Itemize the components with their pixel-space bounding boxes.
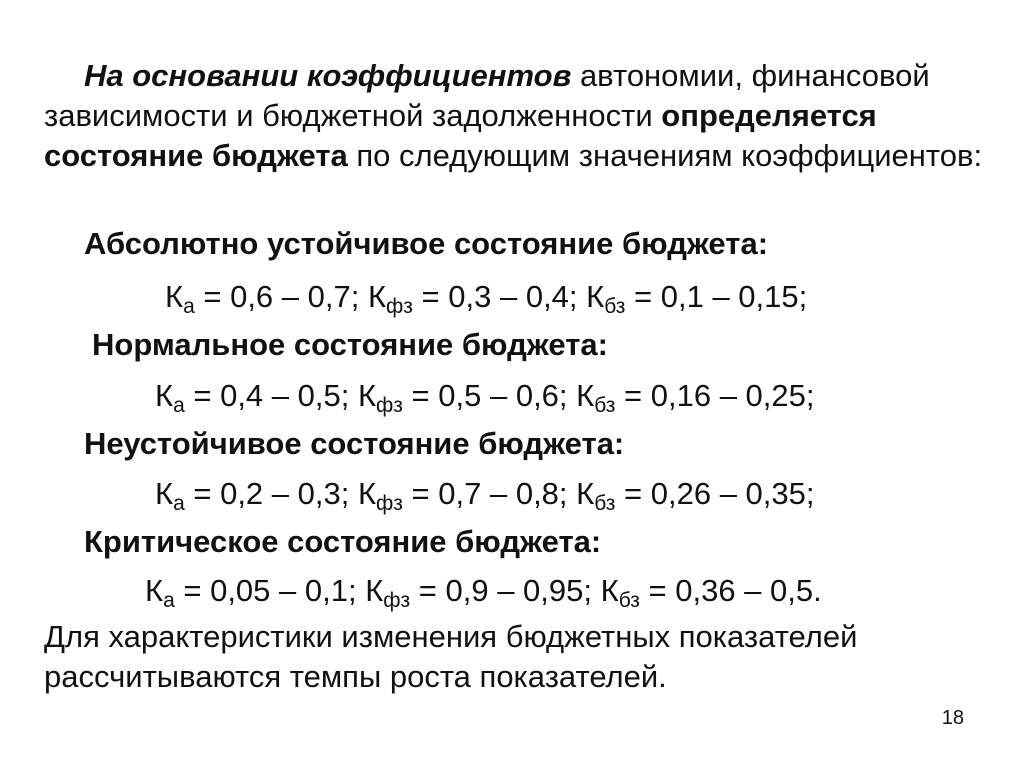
section-heading-critical: Критическое состояние бюджета: <box>84 524 602 559</box>
formula-unstable: $К_а = 0,2 - 0,3$; $К_{фз} = 0,7 - 0,8$; $К_{бз} = 0,26 - 0,35$; <box>155 476 815 515</box>
closing-paragraph: Для характеристики изменения бюджетных показателей рассчитываются темпы роста показателей. <box>44 619 858 694</box>
intro-text-2: по следующим значениям коэффициентов: <box>347 138 983 173</box>
intro-emphasis-1: На основании коэффициентов <box>84 58 572 93</box>
formula-critical: $К_а = 0,05 - 0,1$; $К_{фз} = 0,9 - 0,95$; $К_{бз} = 0,36 - 0,5$. <box>145 573 822 612</box>
page-number: 18 <box>941 707 964 729</box>
section-heading-normal: Нормальное состояние бюджета: <box>92 327 608 362</box>
section-heading-unstable: Неустойчивое состояние бюджета: <box>84 426 625 461</box>
formula-normal: $К_а = 0,4 - 0,5$; $К_{фз} = 0,5 - 0,6$; $К_{бз} = 0,16 - 0,25$; <box>155 378 815 417</box>
section-heading-absolute: Абсолютно устойчивое состояние бюджета: <box>84 226 769 261</box>
intro-paragraph <box>44 56 984 176</box>
formula-absolute: $К_а = 0,6 - 0,7$; $К_{фз} = 0,3 - 0,4$; $К_{бз} = 0,1 - 0,15$; <box>165 279 808 318</box>
intro-emphasis-2: определяется состояние бюджета <box>44 98 877 173</box>
intro-text-1: автономии, финансовой зависимости и бюджетной задолженности <box>44 58 930 133</box>
